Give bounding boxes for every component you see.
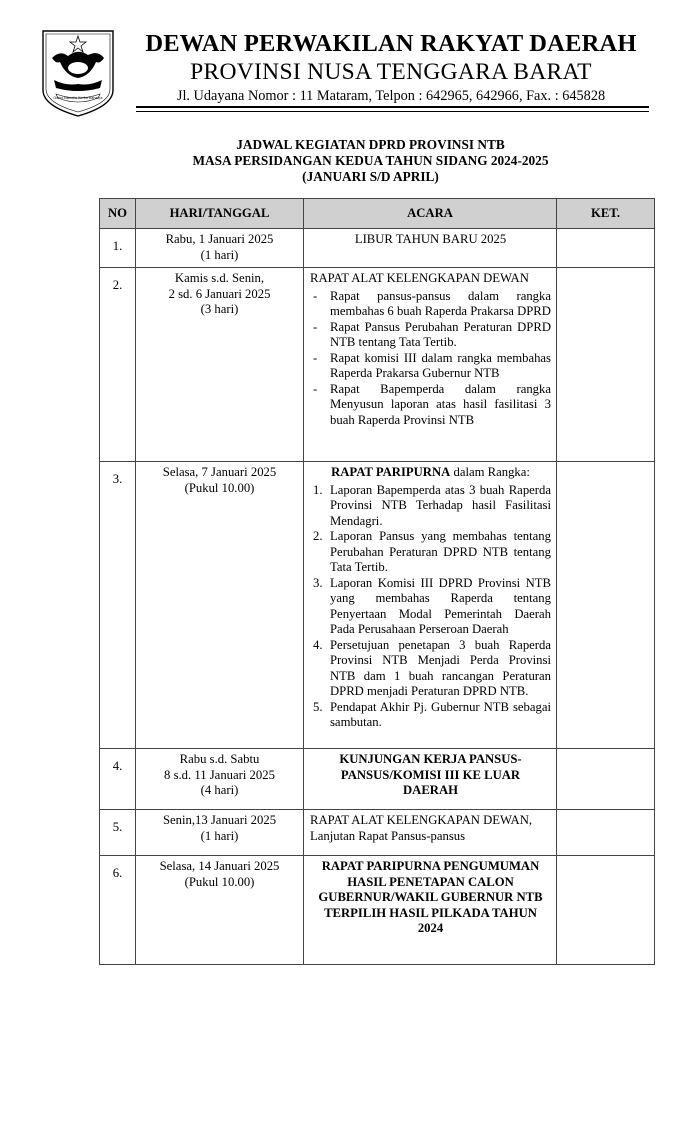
row-note bbox=[557, 856, 655, 965]
row-note bbox=[557, 229, 655, 268]
table-row bbox=[100, 749, 655, 810]
table-header-row bbox=[100, 199, 655, 229]
row-agenda: RAPAT PARIPURNA PENGUMUMAN HASIL PENETAPAN CALON GUBERNUR/WAKIL GUBERNUR NTB TERPILIH HASIL PILKADA TAHUN 2024 bbox=[304, 856, 557, 965]
row-agenda: KUNJUNGAN KERJA PANSUS- PANSUS/KOMISI III KE LUAR DAERAH bbox=[304, 749, 557, 810]
list-item: - Rapat Bapemperda dalam rangka Menyusun laporan atas hasil fasilitasi 3 buah Raperda Provinsi NTB bbox=[310, 382, 551, 429]
list-item: 3. Laporan Komisi III DPRD Provinsi NTB yang membahas Raperda tentang Penyertaan Modal Pemerintah Daerah Pada Perusahaan Perseroan Daerah bbox=[313, 575, 551, 636]
heading-line-1: JADWAL KEGIATAN DPRD PROVINSI NTB bbox=[236, 137, 505, 152]
table-row bbox=[100, 462, 655, 749]
agenda-list bbox=[310, 289, 551, 429]
row-date: Selasa, 14 Januari 2025 (Pukul 10.00) bbox=[136, 856, 304, 965]
row-number: 4. bbox=[100, 749, 136, 810]
header-day: HARI/TANGGAL bbox=[136, 199, 304, 229]
list-item: - Rapat Pansus Perubahan Peraturan DPRD NTB tentang Tata Tertib. bbox=[310, 320, 551, 351]
row-agenda bbox=[304, 462, 557, 749]
row-date: Selasa, 7 Januari 2025 (Pukul 10.00) bbox=[136, 462, 304, 749]
row-date: Rabu, 1 Januari 2025 (1 hari) bbox=[136, 229, 304, 268]
row-number: 5. bbox=[100, 810, 136, 856]
table-row bbox=[100, 856, 655, 965]
table-row bbox=[100, 268, 655, 462]
header-agenda: ACARA bbox=[304, 199, 557, 229]
list-item: 5. Pendapat Akhir Pj. Gubernur NTB sebagai sambutan. bbox=[313, 699, 551, 729]
row-note bbox=[557, 749, 655, 810]
row-number: 3. bbox=[100, 462, 136, 749]
letterhead-title: DEWAN PERWAKILAN RAKYAT DAERAH bbox=[145, 30, 637, 57]
row-agenda: RAPAT ALAT KELENGKAPAN DEWAN, Lanjutan Rapat Pansus-pansus bbox=[304, 810, 557, 856]
list-item: - Rapat pansus-pansus dalam rangka membahas 6 buah Raperda Prakarsa DPRD bbox=[310, 289, 551, 320]
row-date: Kamis s.d. Senin, 2 sd. 6 Januari 2025 (3 hari) bbox=[136, 268, 304, 462]
svg-text:Gemi Nanata Kerta Raharja: Gemi Nanata Kerta Raharja bbox=[53, 96, 103, 100]
heading-line-2: MASA PERSIDANGAN KEDUA TAHUN SIDANG 2024-2025 bbox=[192, 153, 549, 168]
heading-line-3: (JANUARI S/D APRIL) bbox=[302, 169, 439, 184]
table-row bbox=[100, 229, 655, 268]
list-item: 1. Laporan Bapemperda atas 3 buah Raperda Provinsi NTB Terhadap hasil Fasilitasi Mendagri. bbox=[313, 482, 551, 528]
agenda-title: RAPAT PARIPURNA dalam Rangka: bbox=[331, 465, 530, 479]
header-note: KET. bbox=[557, 199, 655, 229]
document-heading bbox=[0, 137, 681, 185]
letterhead-rule-thin bbox=[136, 111, 649, 112]
row-number: 1. bbox=[100, 229, 136, 268]
row-date: Senin,13 Januari 2025 (1 hari) bbox=[136, 810, 304, 856]
row-note bbox=[557, 268, 655, 462]
row-number: 2. bbox=[100, 268, 136, 462]
row-note bbox=[557, 462, 655, 749]
list-item: 2. Laporan Pansus yang membahas tentang Perubahan Peraturan DPRD NTB tentang Tata Tertib. bbox=[313, 529, 551, 574]
table-row bbox=[100, 810, 655, 856]
letterhead-rule-thick bbox=[136, 106, 649, 108]
header-no: NO bbox=[100, 199, 136, 229]
provincial-emblem-logo bbox=[40, 28, 116, 118]
row-date: Rabu s.d. Sabtu 8 s.d. 11 Januari 2025 (4 hari) bbox=[136, 749, 304, 810]
row-agenda bbox=[304, 268, 557, 462]
schedule-table bbox=[99, 198, 655, 965]
agenda-list bbox=[310, 483, 551, 731]
list-item: 4. Persetujuan penetapan 3 buah Raperda Provinsi NTB Menjadi Perda Provinsi NTB dam 1 buah rancangan Peraturan DPRD menjadi Peraturan DPRD NTB. bbox=[313, 637, 551, 698]
row-note bbox=[557, 810, 655, 856]
row-agenda: LIBUR TAHUN BARU 2025 bbox=[304, 229, 557, 268]
row-number: 6. bbox=[100, 856, 136, 965]
letterhead-subtitle: PROVINSI NUSA TENGGARA BARAT bbox=[190, 59, 592, 85]
list-item: - Rapat komisi III dalam rangka membahas Raperda Prakarsa Gubernur NTB bbox=[310, 351, 551, 382]
agenda-title: RAPAT ALAT KELENGKAPAN DEWAN bbox=[310, 271, 529, 285]
letterhead-address: Jl. Udayana Nomor : 11 Mataram, Telpon : 642965, 642966, Fax. : 645828 bbox=[176, 88, 606, 104]
